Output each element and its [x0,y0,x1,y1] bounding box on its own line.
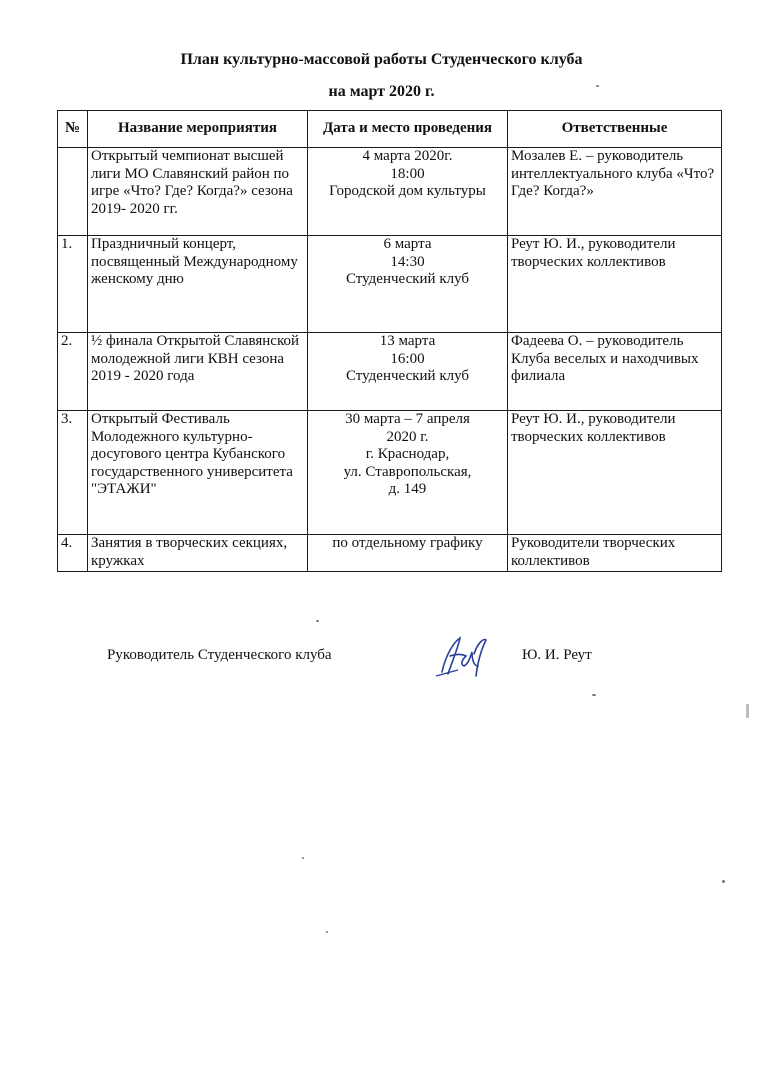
date-line: 13 марта [379,333,436,349]
date-line: 4 марта 2020г. [362,148,453,164]
header-num: № [58,111,88,148]
row-num: 2. [58,333,88,411]
row-date-place [308,411,508,535]
place-line: Студенческий клуб [345,271,470,288]
handwritten-signature [428,632,490,680]
scan-speck [596,85,599,87]
table-row [58,333,722,411]
time-line: 14:30 [390,253,425,270]
scan-speck [326,931,328,933]
table-row [58,236,722,333]
scan-speck [592,694,596,696]
scan-speck [302,857,304,859]
row-responsible: Фадеева О. – руководитель Клуба веселых и находчивых филиала [508,333,722,411]
signatory-name: Ю. И. Реут [522,647,592,663]
row-event-name: Праздничный концерт, посвященный Международному женскому дню [88,236,308,333]
time-line: 16:00 [390,350,425,367]
header-responsible: Ответственные [508,111,722,148]
row-date-place [308,333,508,411]
row-date-place [308,148,508,236]
table-row [58,148,722,236]
row-num [58,148,88,236]
row-date-place: по отдельному графику [308,535,508,572]
signature-block [0,644,763,674]
time-line: 18:00 [390,165,425,182]
row-event-name: Занятия в творческих секциях, кружках [88,535,308,572]
scan-speck [722,880,725,883]
table-header-row [58,111,722,148]
table-row [58,535,722,572]
year-line: 2020 г. [386,428,429,445]
signatory-role: Руководитель Студенческого клуба [107,647,332,663]
header-date: Дата и место проведения [308,111,508,148]
row-responsible: Руководители творческих коллективов [508,535,722,572]
row-event-name: ½ финала Открытой Славянской молодежной лиги КВН сезона 2019 - 2020 года [88,333,308,411]
scan-speck [316,620,319,622]
city-line: г. Краснодар, [365,446,450,463]
document-title: План культурно-массовой работы Студенческого клуба [180,51,583,68]
row-num: 1. [58,236,88,333]
row-responsible: Реут Ю. И., руководители творческих коллективов [508,411,722,535]
date-line: 6 марта [383,236,432,252]
street-line: ул. Ставропольская, [343,463,472,480]
scan-speck [746,704,749,718]
row-event-name: Открытый чемпионат высшей лиги МО Славянский район по игре «Что? Где? Когда?» сезона 2019- 2020 гг. [88,148,308,236]
row-num: 3. [58,411,88,535]
row-event-name: Открытый Фестиваль Молодежного культурно-досугового центра Кубанского государственного университета "ЭТАЖИ" [88,411,308,535]
table-row [58,411,722,535]
header-name: Название мероприятия [88,111,308,148]
events-table [57,110,722,572]
house-line: д. 149 [388,481,427,498]
row-responsible: Реут Ю. И., руководители творческих коллективов [508,236,722,333]
date-line: 30 марта – 7 апреля [345,411,470,427]
place-line: Городской дом культуры [329,183,486,200]
document-subtitle: на март 2020 г. [328,83,435,100]
row-responsible: Мозалев Е. – руководитель интеллектуального клуба «Что? Где? Когда?» [508,148,722,236]
row-num: 4. [58,535,88,572]
place-line: Студенческий клуб [345,368,470,385]
row-date-place [308,236,508,333]
